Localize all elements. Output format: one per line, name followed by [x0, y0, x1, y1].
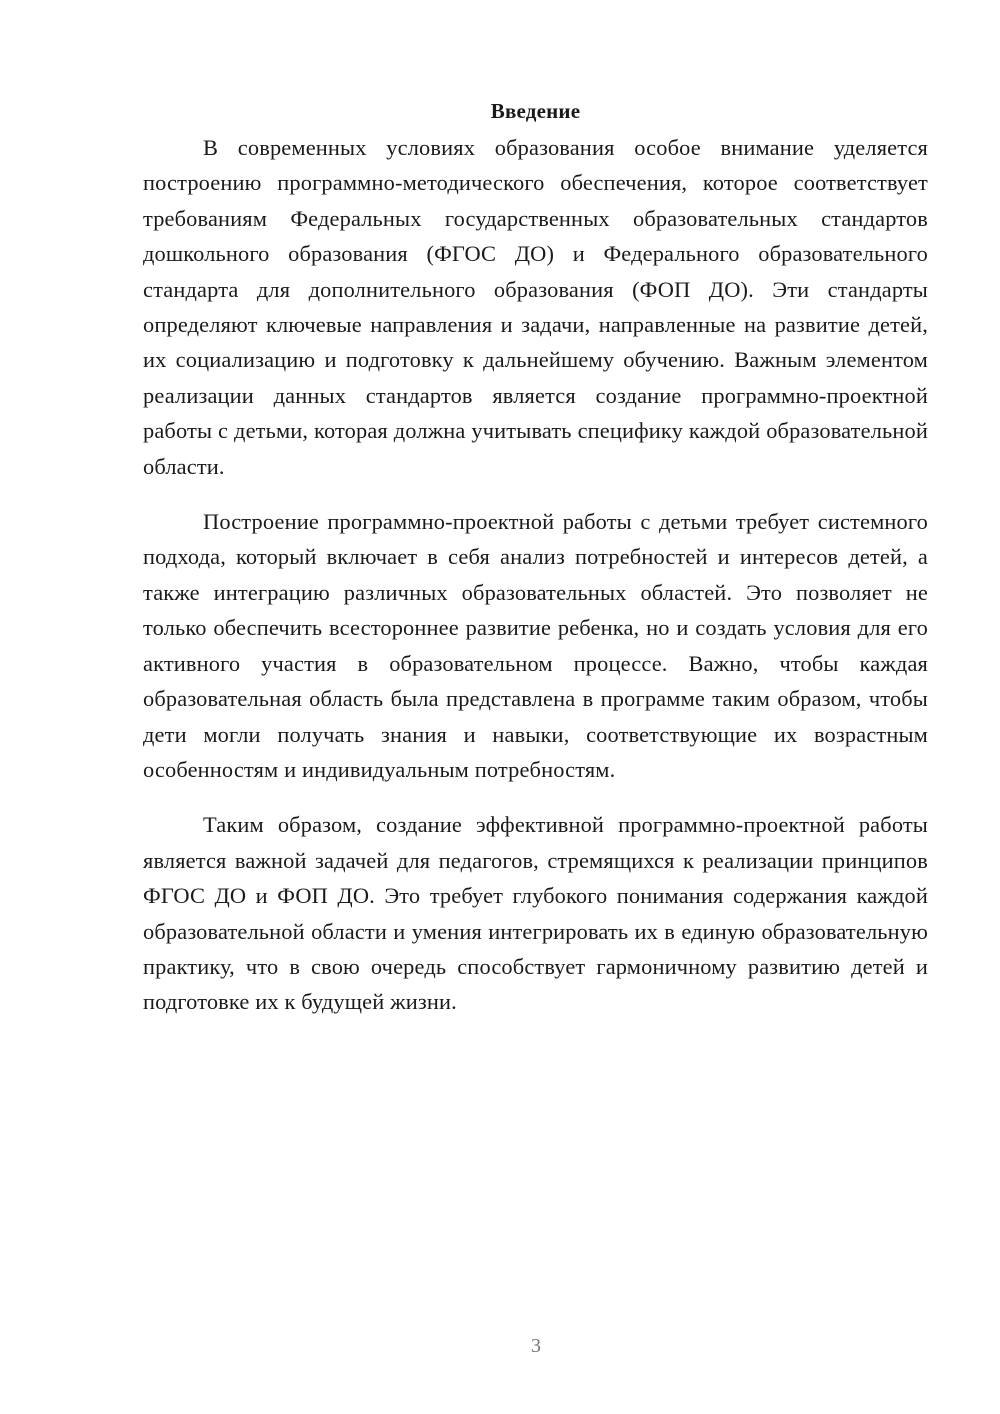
- paragraph-1: В современных условиях образования особое внимание уделяется построению программно-методического обеспечения, которое соответствует требованиям Федеральных государственных образовательных стандартов дошкольного образования (ФГОС ДО) и Федерального образовательного стандарта для дополнительного образования (ФОП ДО). Эти стандарты определяют ключевые направления и задачи, направленные на развитие детей, их социализацию и подготовку к дальнейшему обучению. Важным элементом реализации данных стандартов является создание программно-проектной работы с детьми, которая должна учитывать специфику каждой образовательной области.: [143, 135, 928, 479]
- paragraph-3: Таким образом, создание эффективной программно-проектной работы является важной задачей для педагогов, стремящихся к реализации принципов ФГОС ДО и ФОП ДО. Это требует глубокого понимания содержания каждой образовательной области и умения интегрировать их в единую образовательную практику, что в свою очередь способствует гармоничному развитию детей и подготовке их к будущей жизни.: [143, 812, 928, 1015]
- section-heading: Введение: [490, 99, 581, 123]
- page-content: [143, 96, 928, 1020]
- paragraph-2: Построение программно-проектной работы с детьми требует системного подхода, который включает в себя анализ потребностей и интересов детей, а также интеграцию различных образовательных областей. Это позволяет не только обеспечить всестороннее развитие ребенка, но и создать условия для его активного участия в образовательном процессе. Важно, чтобы каждая образовательная область была представлена в программе таким образом, чтобы дети могли получать знания и навыки, соответствующие их возрастным особенностям и индивидуальным потребностям.: [143, 509, 928, 782]
- page-number: 3: [531, 1335, 541, 1357]
